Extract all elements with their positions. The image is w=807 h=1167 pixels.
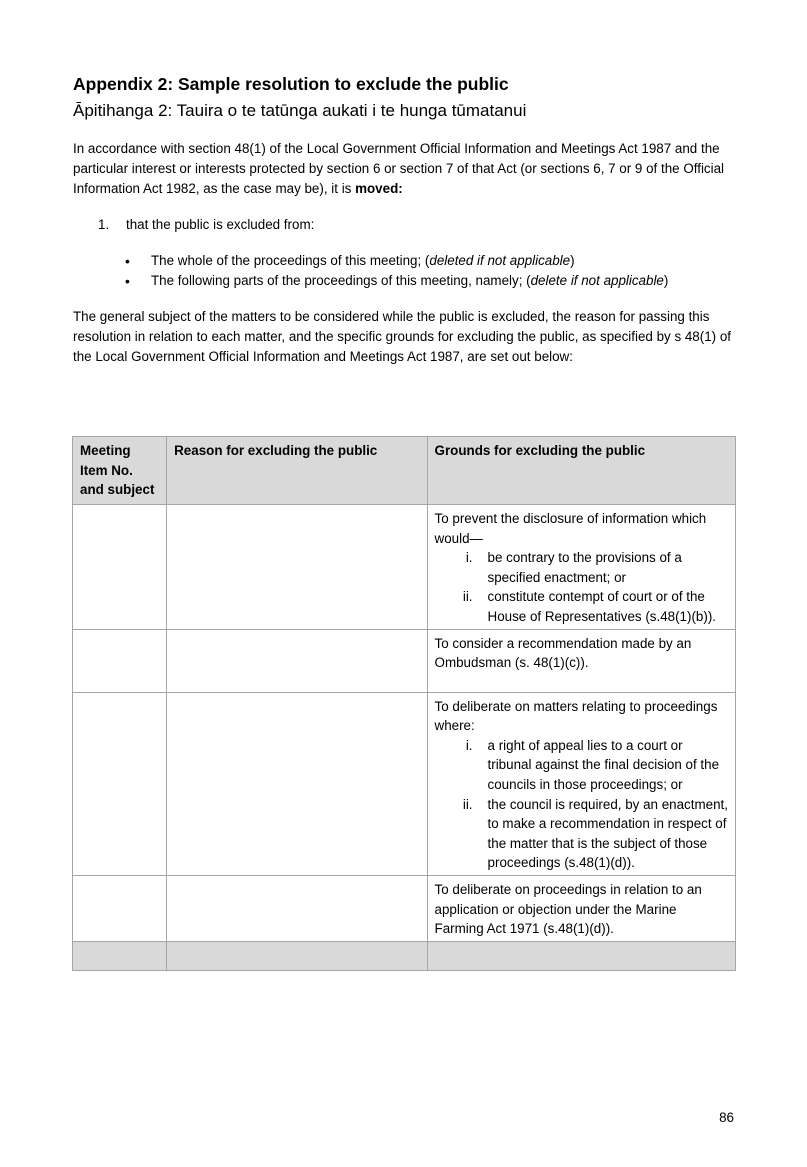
sub-item: ii. the council is required, by an enactment, to make a recommendation in respect of the matter that is the subject of those proceedings (s.48(1)(d)). xyxy=(462,796,728,871)
list-number: 1. xyxy=(98,217,110,232)
list-item-text: that the public is excluded from: xyxy=(126,217,315,232)
general-paragraph: The general subject of the matters to be considered while the public is excluded, the reason for passing this resolution in relation to each matter, and the specific grounds for excluding the public, as specified by s 48(1) of the Local Government Official Information and Meetings Act 1987, are set out below: xyxy=(73,309,732,364)
intro-paragraph: In accordance with section 48(1) of the Local Government Official Information and Meetings Act 1987 and the particular interest or interests protected by section 6 or section 7 of that Act (or sections 6, 7 or 9 of the Official Information Act 1982, as the case may be), it is moved: xyxy=(73,141,725,196)
table-header-row xyxy=(73,437,736,505)
column-header: Grounds for excluding the public xyxy=(427,437,735,505)
table-cell xyxy=(73,505,167,630)
page-number: 86 xyxy=(719,1110,734,1125)
table-cell xyxy=(73,875,167,941)
table-cell xyxy=(427,941,735,970)
sub-item: i. a right of appeal lies to a court or tribunal against the final decision of the councils in those proceedings; or xyxy=(465,737,720,792)
table-row xyxy=(73,505,736,630)
exclusion-table xyxy=(72,436,736,971)
table-row xyxy=(73,692,736,875)
table-cell xyxy=(167,875,427,941)
table-cell xyxy=(167,692,427,875)
grounds-cell: To deliberate on proceedings in relation to an application or objection under the Marine Farming Act 1971 (s.48(1)(d)). xyxy=(427,875,735,941)
bullet-item: • The following parts of the proceedings of this meeting, namely; (delete if not applicable) xyxy=(125,271,738,291)
table-cell xyxy=(167,505,427,630)
sub-item: i. be contrary to the provisions of a specified enactment; or xyxy=(465,550,682,585)
column-header: Meeting Item No. and subject xyxy=(73,437,167,505)
table-row xyxy=(73,875,736,941)
table-cell xyxy=(167,629,427,692)
grounds-cell: To prevent the disclosure of information which would— i. be contrary to the provisions of a specified enactment; or ii. constitute contempt of court or of the House of Representatives (s.48(1)(b)). xyxy=(427,505,735,630)
numbered-list xyxy=(98,215,738,235)
table-row-empty xyxy=(73,941,736,970)
grounds-cell: To deliberate on matters relating to proceedings where: i. a right of appeal lies to a court or tribunal against the final decision of the councils in those proceedings; or ii. the council is required, by an enactment, to make a recommendation in respect of the matter that is the subject of those proceedings (s.48(1)(d)). xyxy=(427,692,735,875)
appendix-title: Appendix 2: Sample resolution to exclude the public xyxy=(73,74,509,94)
table-row xyxy=(73,629,736,692)
table-cell xyxy=(167,941,427,970)
table-cell xyxy=(73,941,167,970)
grounds-cell: To consider a recommendation made by an Ombudsman (s. 48(1)(c)). xyxy=(427,629,735,692)
bullet-list xyxy=(125,251,738,291)
moved-label: moved: xyxy=(355,181,403,196)
appendix-subtitle: Āpitihanga 2: Tauira o te tatūnga aukati i te hunga tūmatanui xyxy=(73,101,527,120)
column-header: Reason for excluding the public xyxy=(167,437,427,505)
table-cell xyxy=(73,629,167,692)
table-cell xyxy=(73,692,167,875)
bullet-item: • The whole of the proceedings of this meeting; (deleted if not applicable) xyxy=(125,251,738,271)
document-page xyxy=(73,72,738,367)
sub-item: ii. constitute contempt of court or of the House of Representatives (s.48(1)(b)). xyxy=(462,589,717,624)
